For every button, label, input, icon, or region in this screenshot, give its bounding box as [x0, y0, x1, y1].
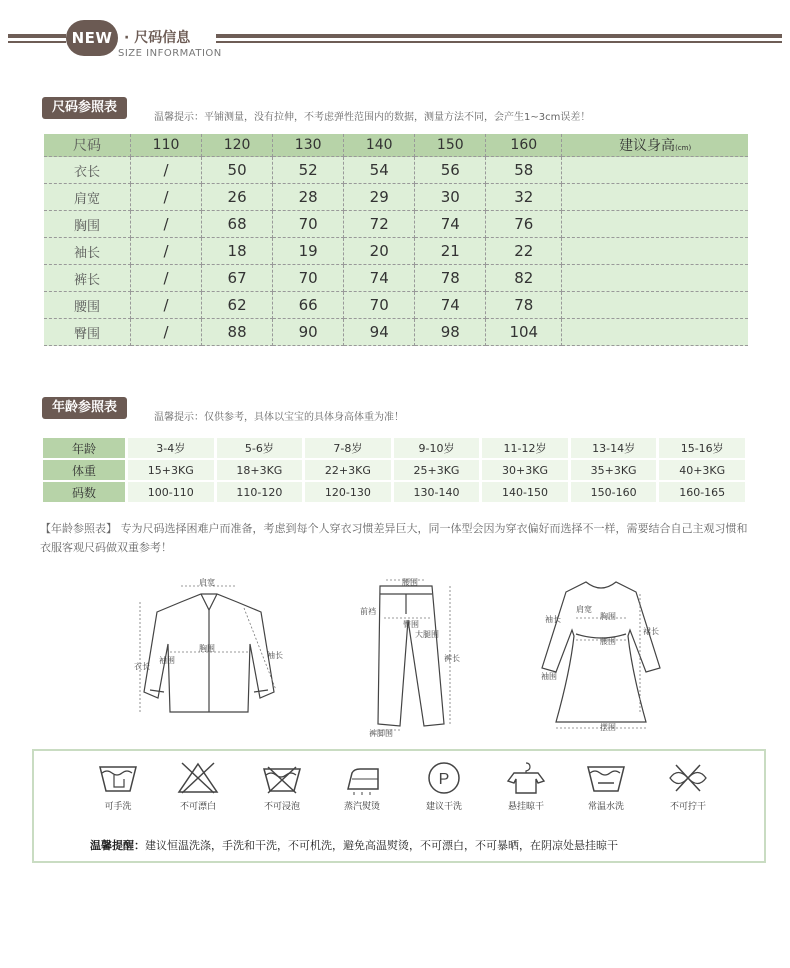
table-row: [44, 292, 748, 319]
hand-wash-icon: [96, 761, 140, 795]
table-cell: 15+3KG: [128, 460, 214, 480]
table-cell: 25+3KG: [394, 460, 480, 480]
care-item: [78, 761, 158, 812]
table-cell: 78: [486, 292, 562, 319]
table-cell: 90: [273, 319, 344, 346]
care-label: 蒸汽熨烫: [343, 802, 380, 812]
table-cell: 52: [273, 157, 344, 184]
care-label: 不可浸泡: [263, 802, 300, 812]
table-cell: [562, 184, 748, 211]
care-label: 建议干洗: [425, 802, 462, 812]
care-item: [242, 761, 322, 812]
steam-iron-icon: [340, 761, 384, 795]
table-cell: 30: [415, 184, 486, 211]
care-item: [322, 761, 402, 812]
row-label: 衣长: [44, 157, 131, 184]
care-item: [404, 761, 484, 812]
row-label: 年龄: [43, 438, 125, 458]
table-cell: 21: [415, 238, 486, 265]
table-cell: 3-4岁: [128, 438, 214, 458]
table-cell: 22: [486, 238, 562, 265]
table-cell: 70: [273, 211, 344, 238]
care-label: 悬挂晾干: [507, 802, 544, 812]
svg-text:P: P: [438, 771, 450, 788]
table-cell: [562, 238, 748, 265]
shirt-label-cuff: 袖围: [159, 656, 175, 665]
dress-label-chest: 胸围: [600, 612, 616, 621]
dress-label-cuff: 袖围: [541, 672, 557, 681]
table-cell: 70: [344, 292, 415, 319]
table-cell: /: [131, 292, 202, 319]
age-table: [40, 436, 748, 504]
table-cell: 18+3KG: [217, 460, 303, 480]
care-tip-label: 温馨提醒：: [90, 839, 145, 852]
height-unit: (cm): [675, 144, 692, 152]
pants-label-waist: 腰围: [402, 578, 418, 587]
table-cell: 160-165: [659, 482, 745, 502]
table-cell: /: [131, 238, 202, 265]
no-bleach-icon: [176, 761, 220, 795]
table-cell: 15-16岁: [659, 438, 745, 458]
row-label: 腰围: [44, 292, 131, 319]
table-cell: 56: [415, 157, 486, 184]
table-cell: 58: [486, 157, 562, 184]
header-rule-right-thin: [216, 41, 782, 43]
dress-diagram: [536, 572, 666, 732]
dress-label-waist: 腰围: [600, 637, 616, 646]
table-row: [44, 319, 748, 346]
table-cell: [562, 319, 748, 346]
column-header: 150: [415, 134, 486, 157]
table-cell: 74: [415, 211, 486, 238]
row-label: 肩宽: [44, 184, 131, 211]
table-row: [44, 238, 748, 265]
table-cell: 72: [344, 211, 415, 238]
header-rule-left: [8, 34, 66, 38]
pants-label-length: 裤长: [444, 654, 460, 663]
care-item: [486, 761, 566, 812]
age-table-note: 温馨提示：仅供参考，具体以宝宝的具体身高体重为准！: [154, 412, 404, 423]
pants-label-front-rise: 前裆: [360, 607, 376, 616]
column-header: 130: [273, 134, 344, 157]
section-title: · 尺码信息: [124, 30, 191, 46]
table-cell: 94: [344, 319, 415, 346]
table-cell: /: [131, 265, 202, 292]
table-cell: 150-160: [571, 482, 657, 502]
table-cell: 130-140: [394, 482, 480, 502]
table-cell: 62: [202, 292, 273, 319]
no-wring-icon: [666, 761, 710, 795]
table-cell: 104: [486, 319, 562, 346]
table-cell: 26: [202, 184, 273, 211]
table-cell: 70: [273, 265, 344, 292]
shirt-label-length: 衣长: [134, 662, 150, 671]
care-item: [158, 761, 238, 812]
table-row: [43, 460, 745, 480]
table-cell: 54: [344, 157, 415, 184]
table-cell: 30+3KG: [482, 460, 568, 480]
table-cell: 5-6岁: [217, 438, 303, 458]
shirt-label-chest: 胸围: [199, 644, 215, 653]
column-header: 110: [131, 134, 202, 157]
table-cell: /: [131, 184, 202, 211]
table-cell: 11-12岁: [482, 438, 568, 458]
age-footnote: [40, 519, 750, 557]
table-cell: 19: [273, 238, 344, 265]
column-header: 120: [202, 134, 273, 157]
age-footnote-text: 专为尺码选择困难户而准备，考虑到每个人穿衣习惯差异巨大，同一体型会因为穿衣偏好而选择不一样，需要结合自己主观习惯和衣服客观尺码做双重参考！: [40, 522, 748, 554]
table-cell: 66: [273, 292, 344, 319]
table-cell: 88: [202, 319, 273, 346]
hang-dry-icon: [504, 761, 548, 795]
shirt-label-sleeve: 袖长: [267, 651, 283, 660]
table-cell: 68: [202, 211, 273, 238]
column-header: 140: [344, 134, 415, 157]
table-row: [44, 265, 748, 292]
dress-label-shoulder: 肩宽: [576, 605, 592, 614]
care-label: 不可漂白: [179, 802, 216, 812]
row-label: 臀围: [44, 319, 131, 346]
care-label: 不可拧干: [669, 802, 706, 812]
care-tip: [90, 837, 618, 853]
dress-label-length: 裙长: [643, 627, 659, 636]
normal-wash-icon: [584, 761, 628, 795]
table-cell: [562, 292, 748, 319]
care-instructions: [32, 749, 766, 863]
table-cell: [562, 211, 748, 238]
table-cell: 78: [415, 265, 486, 292]
table-row: [44, 211, 748, 238]
care-tip-text: 建议恒温洗涤，手洗和干洗，不可机洗，避免高温熨烫，不可漂白，不可暴晒，在阴凉处悬挂晾干: [145, 839, 618, 852]
dress-label-hem: 摆围: [600, 723, 616, 732]
height-header-label: 建议身高: [619, 138, 676, 154]
table-cell: 32: [486, 184, 562, 211]
table-cell: 74: [344, 265, 415, 292]
table-cell: 9-10岁: [394, 438, 480, 458]
care-item: [648, 761, 728, 812]
table-cell: 76: [486, 211, 562, 238]
table-cell: 28: [273, 184, 344, 211]
dry-clean-icon: [422, 761, 466, 795]
size-table: [44, 134, 748, 346]
care-item: [566, 761, 646, 812]
table-cell: 22+3KG: [305, 460, 391, 480]
table-cell: [562, 157, 748, 184]
pants-label-hem: 裤脚围: [369, 729, 393, 738]
care-label: 可手洗: [104, 802, 132, 812]
table-cell: 82: [486, 265, 562, 292]
table-row: [43, 438, 745, 458]
age-table-label: 年龄参照表: [42, 397, 127, 419]
table-cell: 40+3KG: [659, 460, 745, 480]
section-subtitle: SIZE INFORMATION: [118, 48, 222, 59]
care-label: 常温水洗: [587, 802, 624, 812]
table-cell: 100-110: [128, 482, 214, 502]
table-cell: /: [131, 319, 202, 346]
table-cell: /: [131, 211, 202, 238]
table-cell: 50: [202, 157, 273, 184]
table-cell: 67: [202, 265, 273, 292]
dress-label-sleeve: 袖长: [545, 615, 561, 624]
pants-label-hip: 臀围: [403, 620, 419, 629]
new-badge: NEW: [66, 20, 118, 56]
table-cell: 74: [415, 292, 486, 319]
table-row: [44, 184, 748, 211]
table-cell: 120-130: [305, 482, 391, 502]
table-cell: 29: [344, 184, 415, 211]
age-footnote-lead: 【年龄参照表】: [40, 522, 117, 535]
pants-label-thigh: 大腿围: [415, 630, 439, 639]
row-label: 码数: [43, 482, 125, 502]
row-label: 袖长: [44, 238, 131, 265]
column-header: 尺码: [44, 134, 131, 157]
table-row: [44, 157, 748, 184]
table-cell: 18: [202, 238, 273, 265]
table-cell: 98: [415, 319, 486, 346]
size-table-label: 尺码参照表: [42, 97, 127, 119]
header-rule-right: [216, 34, 782, 38]
row-label: 裤长: [44, 265, 131, 292]
table-row: [43, 482, 745, 502]
table-cell: /: [131, 157, 202, 184]
table-cell: 140-150: [482, 482, 568, 502]
table-cell: 35+3KG: [571, 460, 657, 480]
table-cell: 20: [344, 238, 415, 265]
no-soak-icon: [260, 761, 304, 795]
table-cell: 13-14岁: [571, 438, 657, 458]
row-label: 胸围: [44, 211, 131, 238]
header-rule-left-thin: [8, 41, 66, 43]
row-label: 体重: [43, 460, 125, 480]
table-cell: 110-120: [217, 482, 303, 502]
column-header: 160: [486, 134, 562, 157]
table-cell: [562, 265, 748, 292]
column-header-height: [562, 134, 748, 157]
size-table-note: 温馨提示：平铺测量，没有拉伸，不考虑弹性范围内的数据，测量方法不同，会产生1~3cm误差！: [154, 112, 591, 123]
size-table-header: [44, 134, 748, 157]
table-cell: 7-8岁: [305, 438, 391, 458]
shirt-label-shoulder: 肩宽: [199, 578, 215, 587]
